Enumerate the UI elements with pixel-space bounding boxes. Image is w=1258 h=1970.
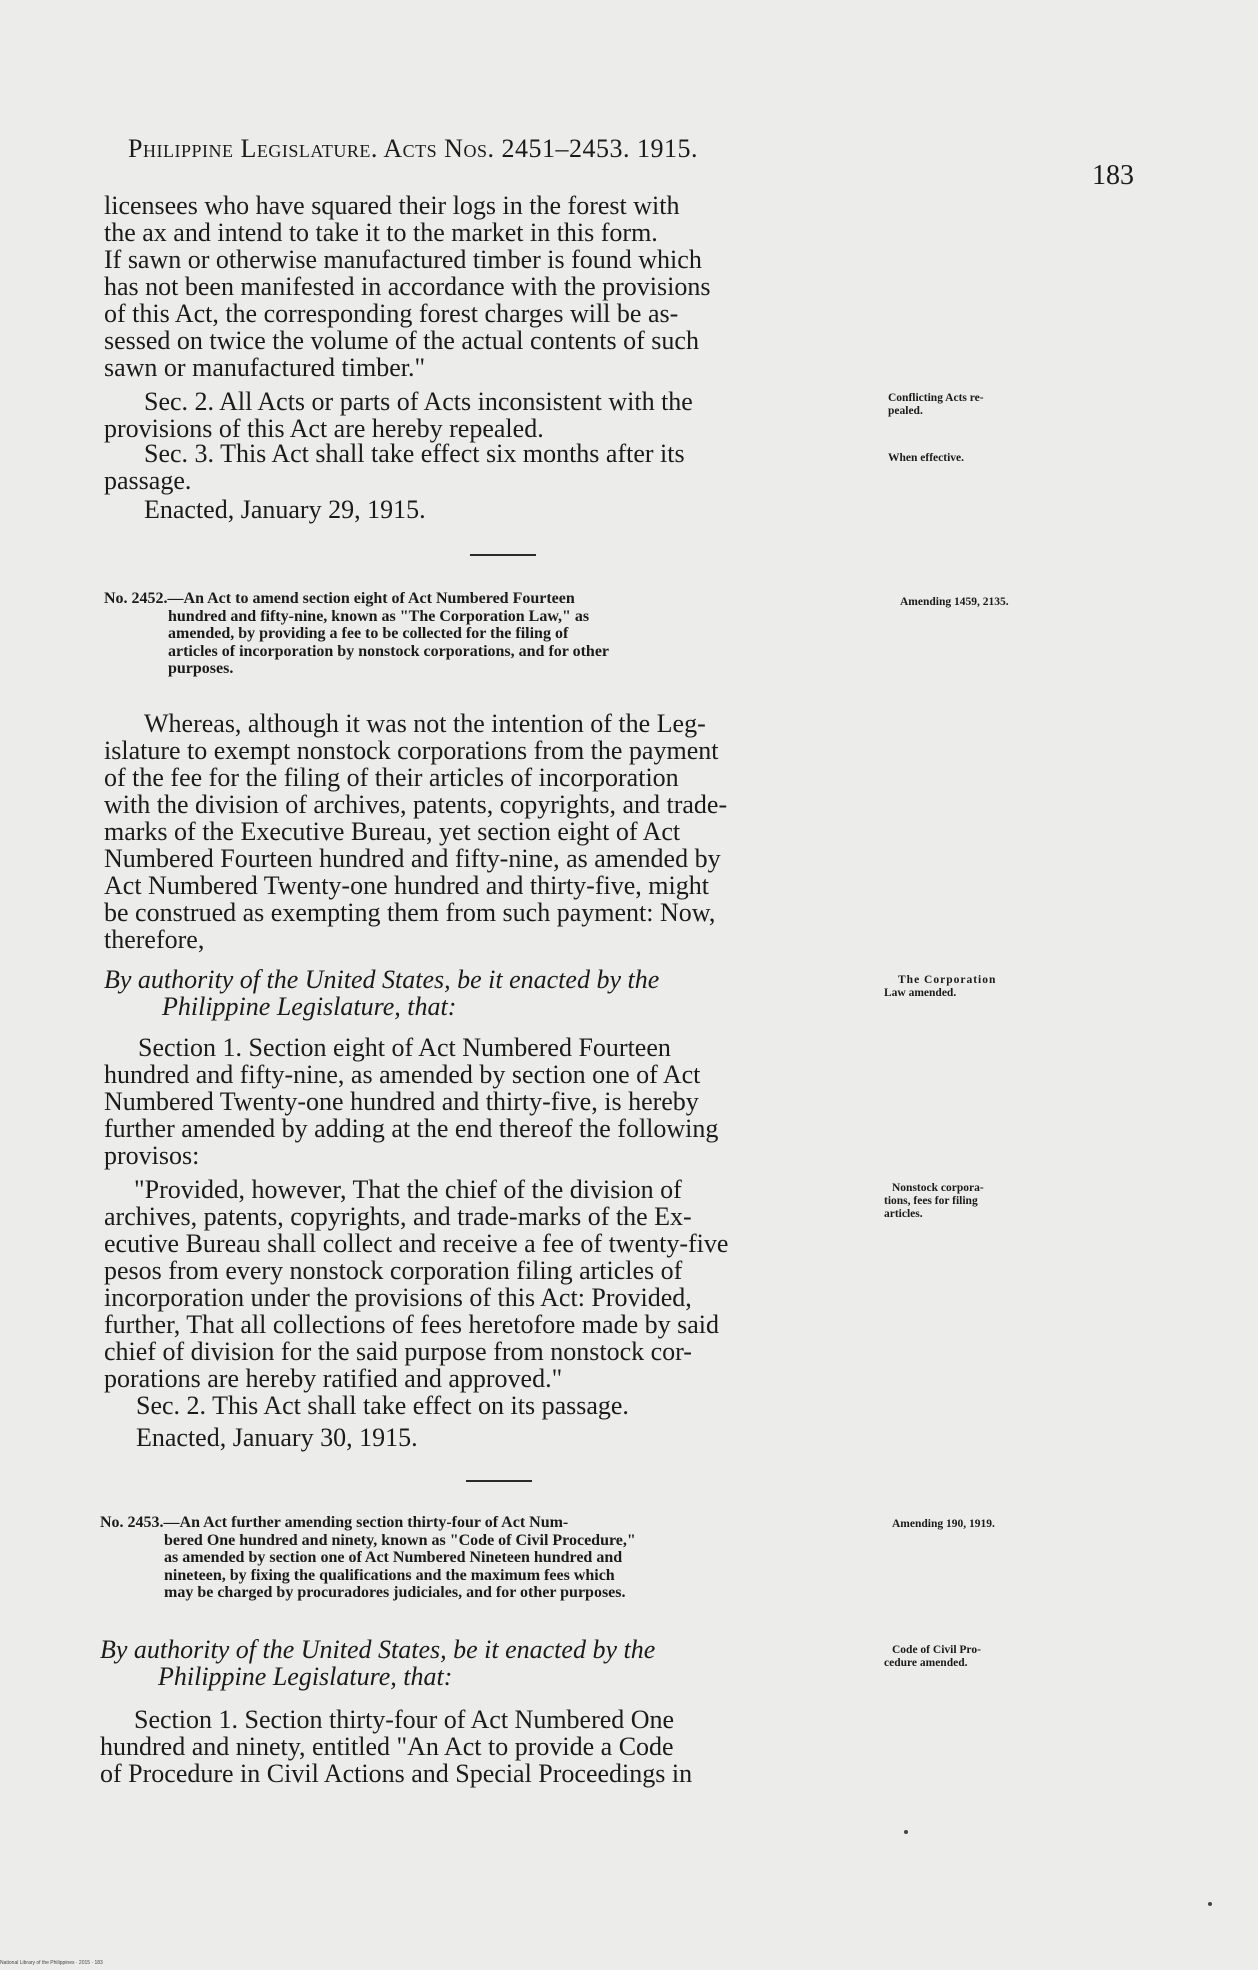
text-line: further, That all collections of fees heretofore made by said bbox=[104, 1310, 720, 1339]
act2451-section-3 bbox=[104, 440, 878, 494]
heading-line: No. 2453.—An Act further amending section thirty-four of Act Num- bbox=[100, 1514, 569, 1531]
paper-speck bbox=[904, 1830, 908, 1834]
heading-line: bered One hundred and ninety, known as "Code of Civil Procedure," bbox=[164, 1531, 636, 1549]
text-line: hundred and fifty-nine, as amended by section one of Act bbox=[104, 1060, 701, 1089]
text-line: of Procedure in Civil Actions and Special Proceedings in bbox=[100, 1759, 693, 1788]
heading-line: nineteen, by fixing the qualifications and the maximum fees which bbox=[164, 1566, 615, 1584]
text-line: By authority of the United States, be it enacted by the bbox=[104, 965, 660, 994]
act2451-tail-paragraph bbox=[104, 192, 878, 381]
text-line: pesos from every nonstock corporation filing articles of bbox=[104, 1256, 683, 1285]
page-number: 183 bbox=[1092, 160, 1134, 191]
margin-note-conflicting: Conflicting Acts re- pealed. bbox=[888, 392, 984, 417]
heading-line: as amended by section one of Act Numbered Nineteen hundred and bbox=[164, 1549, 623, 1566]
text-line: By authority of the United States, be it enacted by the bbox=[100, 1635, 656, 1664]
text-line: incorporation under the provisions of this Act: Provided, bbox=[104, 1283, 692, 1312]
text-line: the ax and intend to take it to the market in this form. bbox=[104, 218, 658, 247]
act2451-section-2 bbox=[104, 388, 878, 442]
text-line: Sec. 2. All Acts or parts of Acts inconsistent with the bbox=[144, 387, 693, 416]
scan-footer-tag: National Library of the Philippines · 2015 · 183 bbox=[0, 1960, 103, 1966]
margin-note-amending-190: Amending 190, 1919. bbox=[892, 1518, 995, 1530]
text-line: Philippine Legislature, that: bbox=[158, 1662, 453, 1691]
act2452-whereas bbox=[104, 710, 878, 953]
act2451-enacted: Enacted, January 29, 1915. bbox=[144, 495, 426, 524]
section-divider bbox=[470, 554, 536, 556]
text-line: Section 1. Section thirty-four of Act Numbered One bbox=[134, 1705, 675, 1734]
text-line: passage. bbox=[104, 466, 192, 495]
text-line: hundred and ninety, entitled "An Act to provide a Code bbox=[100, 1732, 674, 1761]
running-head: Philippine Legislature. Acts Nos. 2451–2453. 1915. bbox=[128, 134, 698, 163]
act2453-enacting-clause bbox=[100, 1636, 874, 1690]
text-line: archives, patents, copyrights, and trade-marks of the Ex- bbox=[104, 1202, 692, 1231]
act2453-section-1 bbox=[100, 1706, 874, 1787]
text-line: sessed on twice the volume of the actual contents of such bbox=[104, 326, 699, 355]
act2452-proviso bbox=[104, 1176, 878, 1392]
heading-line: No. 2452.—An Act to amend section eight of Act Numbered Fourteen bbox=[104, 590, 575, 607]
margin-note-amending-1459: Amending 1459, 2135. bbox=[900, 596, 1009, 608]
text-line: provisions of this Act are hereby repealed. bbox=[104, 414, 544, 443]
text-line: porations are hereby ratified and approved." bbox=[104, 1364, 563, 1393]
text-line: of this Act, the corresponding forest charges will be as- bbox=[104, 299, 679, 328]
text-line: ecutive Bureau shall collect and receive a fee of twenty-five bbox=[104, 1229, 729, 1258]
paper-speck bbox=[1208, 1902, 1212, 1906]
text-line: chief of division for the said purpose from nonstock cor- bbox=[104, 1337, 692, 1366]
heading-line: hundred and fifty-nine, known as "The Corporation Law," as bbox=[168, 607, 590, 625]
text-line: Philippine Legislature, that: bbox=[162, 992, 457, 1021]
heading-line: amended, by providing a fee to be collected for the filing of bbox=[168, 625, 569, 642]
text-line: provisos: bbox=[104, 1141, 200, 1170]
margin-note-code-civil: Code of Civil Pro- cedure amended. bbox=[884, 1644, 981, 1669]
text-line: islature to exempt nonstock corporations from the payment bbox=[104, 736, 719, 765]
text-line: of the fee for the filing of their articles of incorporation bbox=[104, 763, 679, 792]
text-line: Numbered Fourteen hundred and fifty-nine, as amended by bbox=[104, 844, 721, 873]
text-line: Whereas, although it was not the intention of the Leg- bbox=[144, 709, 706, 738]
heading-line: articles of incorporation by nonstock corporations, and for other bbox=[168, 642, 610, 660]
text-line: Section 1. Section eight of Act Numbered Fourteen bbox=[138, 1033, 671, 1062]
margin-note-corporation-law: The Corporation Law amended. bbox=[884, 974, 997, 999]
act2452-heading bbox=[104, 590, 878, 678]
text-line: therefore, bbox=[104, 925, 205, 954]
text-line: sawn or manufactured timber." bbox=[104, 353, 426, 382]
text-line: be construed as exempting them from such payment: Now, bbox=[104, 898, 716, 927]
act2452-enacting-clause bbox=[104, 966, 878, 1020]
section-divider bbox=[466, 1480, 532, 1482]
text-line: further amended by adding at the end thereof the following bbox=[104, 1114, 719, 1143]
text-line: Act Numbered Twenty-one hundred and thirty-five, might bbox=[104, 871, 709, 900]
heading-line: may be charged by procuradores judiciales, and for other purposes. bbox=[164, 1584, 626, 1601]
text-line: If sawn or otherwise manufactured timber is found which bbox=[104, 245, 702, 274]
text-line: Sec. 3. This Act shall take effect six months after its bbox=[144, 439, 685, 468]
margin-note-nonstock: Nonstock corpora- tions, fees for filing articles. bbox=[884, 1182, 984, 1220]
text-line: has not been manifested in accordance with the provisions bbox=[104, 272, 711, 301]
heading-line: purposes. bbox=[168, 660, 234, 677]
margin-note-when-effective: When effective. bbox=[888, 452, 964, 464]
act2452-section-2: Sec. 2. This Act shall take effect on its passage. bbox=[136, 1391, 629, 1420]
act2452-enacted: Enacted, January 30, 1915. bbox=[136, 1423, 418, 1452]
text-line: marks of the Executive Bureau, yet section eight of Act bbox=[104, 817, 681, 846]
act2452-section-1 bbox=[104, 1034, 878, 1169]
text-line: "Provided, however, That the chief of the division of bbox=[134, 1175, 682, 1204]
act2453-heading bbox=[100, 1514, 874, 1602]
text-line: Numbered Twenty-one hundred and thirty-five, is hereby bbox=[104, 1087, 699, 1116]
text-line: with the division of archives, patents, copyrights, and trade- bbox=[104, 790, 728, 819]
text-line: licensees who have squared their logs in the forest with bbox=[104, 191, 680, 220]
